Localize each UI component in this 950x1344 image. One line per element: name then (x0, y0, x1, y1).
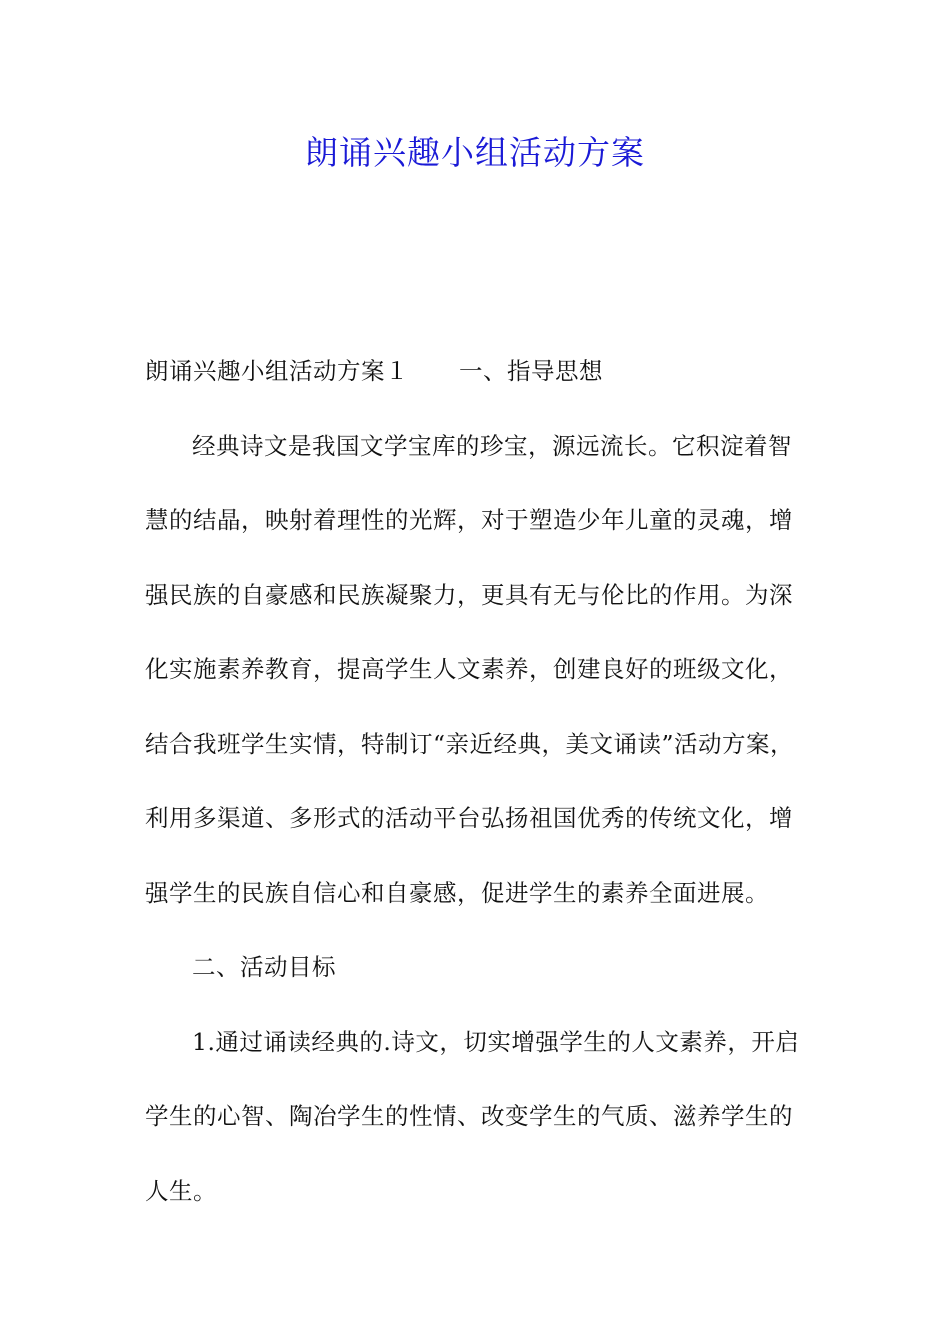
document-title: 朗诵兴趣小组活动方案 (305, 133, 645, 172)
section-heading: 一、指导思想 (459, 357, 603, 385)
paragraph-line: 强学生的民族自信心和自豪感，促进学生的素养全面进展。 (145, 878, 769, 907)
heading-line (145, 334, 835, 409)
paragraph-line: 利用多渠道、多形式的活动平台弘扬祖国优秀的传统文化，增 (145, 804, 793, 832)
paragraph-line: 1.通过诵读经典的.诗文，切实增强学生的人文素养，开启 (192, 1027, 800, 1056)
paragraph-line: 人生。 (145, 1176, 217, 1205)
paragraph-line: 化实施素养教育，提高学生人文素养，创建良好的班级文化， (145, 655, 793, 683)
section-heading: 二、活动目标 (192, 953, 336, 981)
paragraph-line: 经典诗文是我国文学宝库的珍宝，源远流长。它积淀着智 (192, 431, 792, 460)
document-body (145, 334, 835, 1228)
paragraph-line: 结合我班学生实情，特制订“亲近经典，美文诵读”活动方案， (145, 729, 795, 758)
paragraph-line: 学生的心智、陶冶学生的性情、改变学生的气质、滋养学生的 (145, 1102, 793, 1130)
paragraph-line: 慧的结晶，映射着理性的光辉，对于塑造少年儿童的灵魂，增 (145, 506, 793, 534)
paragraph-line: 强民族的自豪感和民族凝聚力，更具有无与伦比的作用。为深 (145, 580, 793, 609)
section-title: 朗诵兴趣小组活动方案１ (145, 357, 409, 385)
